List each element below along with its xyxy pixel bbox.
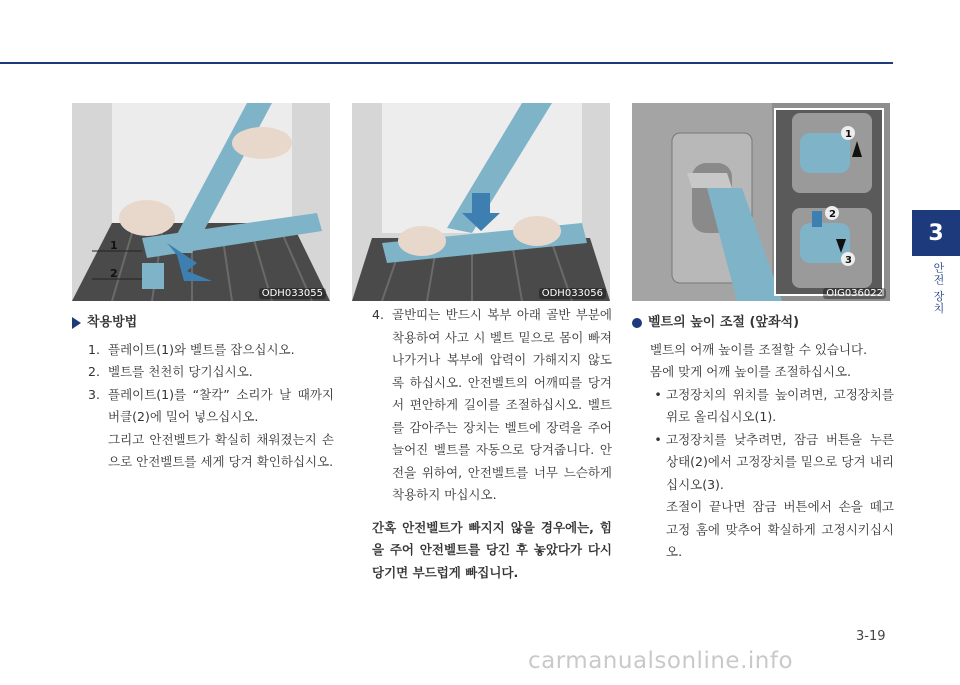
callout-1: 1 [110, 239, 118, 252]
triangle-bullet-icon [72, 317, 81, 329]
intro-line: 벨트의 어깨 높이를 조절할 수 있습니다. [650, 341, 868, 357]
heading-text: 벨트의 높이 조절 (앞좌석) [648, 315, 800, 330]
bullet-item: • 고정장치의 위치를 높이려면, 고정장치를 위로 올리십시오(1). [654, 386, 894, 424]
circle-bullet-icon [632, 318, 642, 328]
section-heading [72, 312, 334, 335]
fastening-illustration [72, 103, 330, 301]
intro-line: 몸에 맞게 어깨 높이를 조절하십시오. [650, 364, 851, 379]
chapter-label: 안전 장치 [932, 262, 945, 315]
lap-belt-section [372, 304, 612, 584]
callout-1: 1 [845, 129, 852, 140]
steps-list [72, 339, 334, 474]
bold-note: 간혹 안전벨트가 빠지지 않을 경우에는, 힘을 주어 안전벨트를 당긴 후 놓았다가 다시 당기면 부드럽게 빠집니다. [372, 519, 612, 580]
top-rule [0, 62, 893, 64]
step-item: 2. 벨트를 천천히 당기십시오. [88, 364, 253, 379]
callout-3: 3 [845, 255, 852, 266]
step-item: 그리고 안전벨트가 확실히 채워졌는지 손으로 안전벨트를 세게 당겨 확인하십시오. [108, 431, 334, 469]
steps-list [372, 304, 612, 507]
bullet-item: • 고정장치를 낮추려면, 잠금 버튼을 누른 상태(2)에서 고정장치를 밑으로 당겨 내리십시오(3). [654, 431, 894, 492]
section-body [632, 339, 894, 564]
step-item: 4. 골반띠는 반드시 복부 아래 골반 부분에 착용하여 사고 시 벨트 밑으로 몸이 빠져나가거나 복부에 압력이 가해지지 않도록 하십시오. 안전벨트의 어깨띠를 당겨서 편안하게 길이를 조절하십시오. 벨트를 감아주는 장치는 벨트에 장력을 주어 늘어진 벨트를 자동으로 당겨줍니다. 안전을 위하여, 안전벨트를 너무 느슨하게 착용하지 마십시오. [372, 307, 612, 502]
section-heading [632, 312, 894, 335]
height-adjuster-illustration [632, 103, 890, 301]
image-code: ODH033056 [539, 288, 606, 299]
page-number: 3-19 [856, 629, 886, 644]
chapter-tab[interactable] [912, 210, 960, 256]
watermark: carmanualsonline.info [528, 648, 794, 674]
seatbelt-fastening-image [72, 103, 330, 301]
callout-2: 2 [829, 209, 836, 220]
lap-belt-position-image [352, 103, 610, 301]
heading-text: 착용방법 [87, 315, 138, 330]
image-code: OIG036022 [823, 288, 886, 299]
after-text: 조절이 끝나면 잠금 버튼에서 손을 떼고 고정 홈에 맞추어 확실하게 고정시키십시오. [666, 499, 894, 559]
image-code: ODH033055 [259, 288, 326, 299]
height-adjust-image [632, 103, 890, 301]
step-item: 1. 플레이트(1)와 벨트를 잡으십시오. [88, 341, 295, 357]
fastening-section [72, 312, 334, 474]
height-adjust-section [632, 312, 894, 564]
bullet-list [650, 384, 894, 497]
callout-2: 2 [110, 267, 118, 280]
step-item: 3. 플레이트(1)를 “찰칵” 소리가 날 때까지 버클(2)에 밀어 넣으십시오. [88, 386, 334, 424]
lap-belt-illustration [352, 103, 610, 301]
chapter-number: 3 [928, 220, 944, 246]
